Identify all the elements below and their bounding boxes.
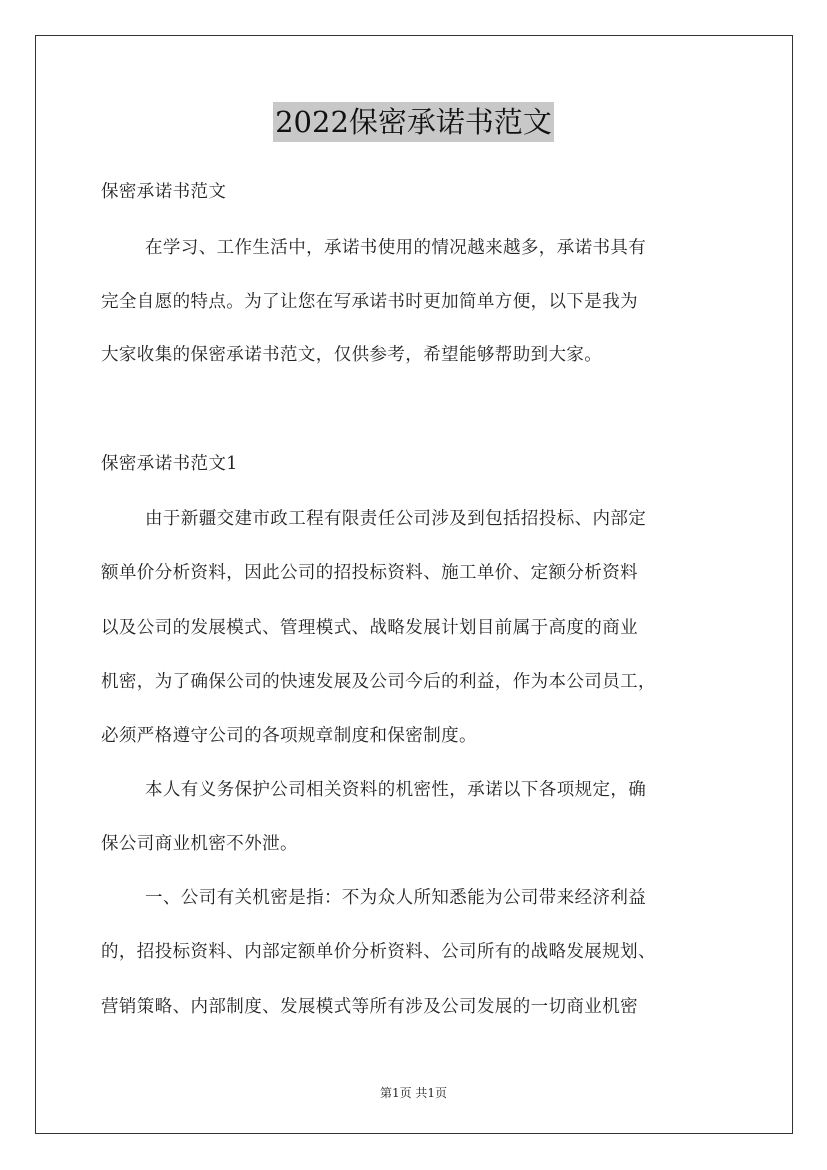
title-container (0, 102, 827, 142)
paragraph-line: 完全自愿的特点。为了让您在写承诺书时更加简单方便，以下是我为 (101, 292, 638, 312)
paragraph-line: 以及公司的发展模式、管理模式、战略发展计划目前属于高度的商业 (101, 618, 638, 638)
paragraph-line: 一、公司有关机密是指：不为众人所知悉能为公司带来经济利益 (145, 888, 647, 908)
paragraph-line: 机密，为了确保公司的快速发展及公司今后的利益，作为本公司员工， (101, 672, 656, 692)
paragraph-line: 本人有义务保护公司相关资料的机密性，承诺以下各项规定，确 (145, 780, 647, 800)
section-heading: 保密承诺书范文1 (101, 454, 238, 474)
document-title: 2022保密承诺书范文 (273, 102, 554, 142)
paragraph-line: 营销策略、内部制度、发展模式等所有涉及公司发展的一切商业机密 (101, 997, 638, 1017)
paragraph-line: 必须严格遵守公司的各项规章制度和保密制度。 (101, 726, 477, 746)
section-heading: 保密承诺书范文 (101, 182, 227, 202)
paragraph-line: 在学习、工作生活中，承诺书使用的情况越来越多，承诺书具有 (145, 238, 647, 258)
paragraph-line: 额单价分析资料，因此公司的招投标资料、施工单价、定额分析资料 (101, 563, 638, 583)
paragraph-line: 的，招投标资料、内部定额单价分析资料、公司所有的战略发展规划、 (101, 942, 656, 962)
page-number-footer: 第1页 共1页 (379, 1086, 448, 1100)
paragraph-line: 大家收集的保密承诺书范文，仅供参考，希望能够帮助到大家。 (101, 345, 603, 365)
paragraph-line: 由于新疆交建市政工程有限责任公司涉及到包括招投标、内部定 (145, 509, 647, 529)
paragraph-line: 保公司商业机密不外泄。 (101, 834, 298, 854)
